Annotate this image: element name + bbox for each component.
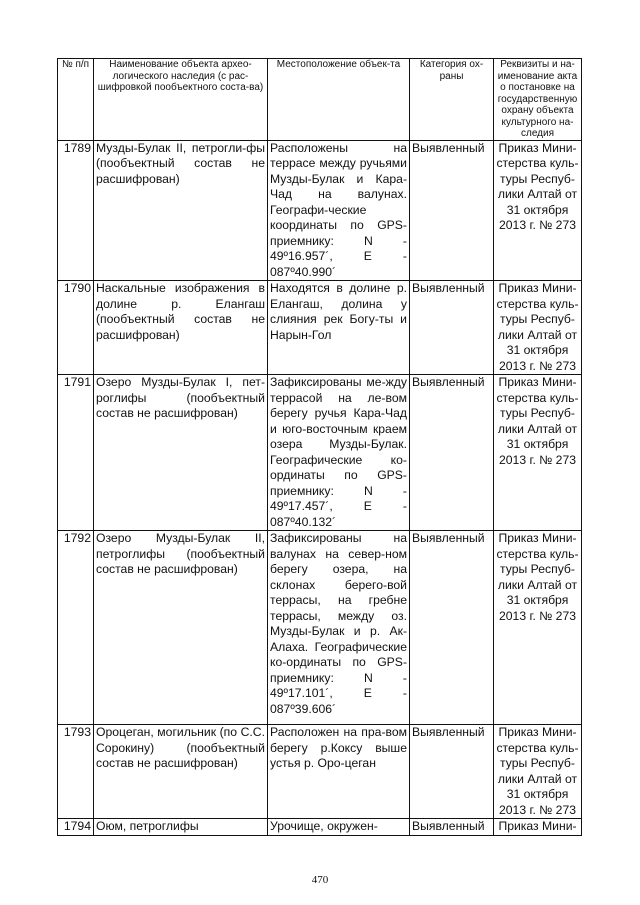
row-number: 1790 — [58, 281, 94, 375]
page-number: 470 — [311, 874, 329, 886]
table-body — [58, 140, 582, 835]
row-number: 1791 — [58, 375, 94, 531]
table-row — [58, 819, 582, 836]
header-location: Местоположение объек-та — [268, 59, 410, 141]
protection-act: Приказ Мини-стерства куль-туры Респуб-лики Алтай от 31 октября 2013 г. № 273 — [494, 531, 582, 725]
header-name: Наименование объекта архео-логического наследия (с рас-шифровкой пообъектного соста-ва) — [94, 59, 268, 141]
protection-category: Выявленный — [410, 819, 494, 836]
object-name: Музды-Булак II, петрогли-фы (пообъектный состав не расшифрован) — [94, 140, 268, 281]
table-row — [58, 531, 582, 725]
row-number: 1789 — [58, 140, 94, 281]
object-location: Зафиксированы ме-жду террасой на ле-вом берегу ручья Кара-Чад и юго-восточным краем озера Музды-Булак. Географические ко-ординаты по GPS-приемнику: N - 49º17.457´, Е - 087º40.132´ — [268, 375, 410, 531]
row-number: 1794 — [58, 819, 94, 836]
protection-category: Выявленный — [410, 375, 494, 531]
object-name: Наскальные изображения в долине р. Елангаш (пообъектный состав не расшифрован) — [94, 281, 268, 375]
header-act: Реквизиты и на-именование акта о постановке на государственную охрану объекта культурного на-следия — [494, 59, 582, 141]
row-number: 1793 — [58, 725, 94, 819]
table-row — [58, 281, 582, 375]
table-header — [58, 59, 582, 141]
protection-act: Приказ Мини-стерства куль-туры Респуб-лики Алтай от 31 октября 2013 г. № 273 — [494, 281, 582, 375]
object-name: Озеро Музды-Булак II, петроглифы (пообъектный состав не расшифрован) — [94, 531, 268, 725]
object-location: Урочище, окружен- — [268, 819, 410, 836]
object-name: Озеро Музды-Булак I, пет-роглифы (пообъектный состав не расшифрован) — [94, 375, 268, 531]
protection-act: Приказ Мини-стерства куль-туры Респуб-лики Алтай от 31 октября 2013 г. № 273 — [494, 375, 582, 531]
header-num: № п/п — [58, 59, 94, 141]
protection-act: Приказ Мини-стерства куль-туры Респуб-лики Алтай от 31 октября 2013 г. № 273 — [494, 725, 582, 819]
object-name: Оюм, петроглифы — [94, 819, 268, 836]
protection-category: Выявленный — [410, 725, 494, 819]
object-location: Зафиксированы на валунах на север-ном берегу озера, на склонах берего-вой террасы, на гребне террасы, между оз. Музды-Булак и р. Ак-Алаха. Географические ко-ординаты по GPS-приемнику: N - 49º17.101´, Е - 087º39.606´ — [268, 531, 410, 725]
object-name: Ороцеган, могильник (по С.С. Сорокину) (пообъектный состав не расшифрован) — [94, 725, 268, 819]
table-row — [58, 375, 582, 531]
header-row — [58, 59, 582, 141]
protection-category: Выявленный — [410, 140, 494, 281]
table-row — [58, 725, 582, 819]
object-location: Расположены на террасе между ручьями Музды-Булак и Кара-Чад на валунах. Географи-ческие координаты по GPS-приемнику: N - 49º16.957´, Е - 087º40.990´ — [268, 140, 410, 281]
object-location: Находятся в долине р. Елангаш, долина у слияния рек Богу-ты и Нарын-Гол — [268, 281, 410, 375]
protection-category: Выявленный — [410, 531, 494, 725]
protection-category: Выявленный — [410, 281, 494, 375]
heritage-registry-table — [57, 58, 582, 836]
table-row — [58, 140, 582, 281]
object-location: Расположен на пра-вом берегу р.Коксу выше устья р. Оро-цеган — [268, 725, 410, 819]
protection-act: Приказ Мини- — [494, 819, 582, 836]
protection-act: Приказ Мини-стерства куль-туры Респуб-лики Алтай от 31 октября 2013 г. № 273 — [494, 140, 582, 281]
header-category: Категория ох-раны — [410, 59, 494, 141]
row-number: 1792 — [58, 531, 94, 725]
